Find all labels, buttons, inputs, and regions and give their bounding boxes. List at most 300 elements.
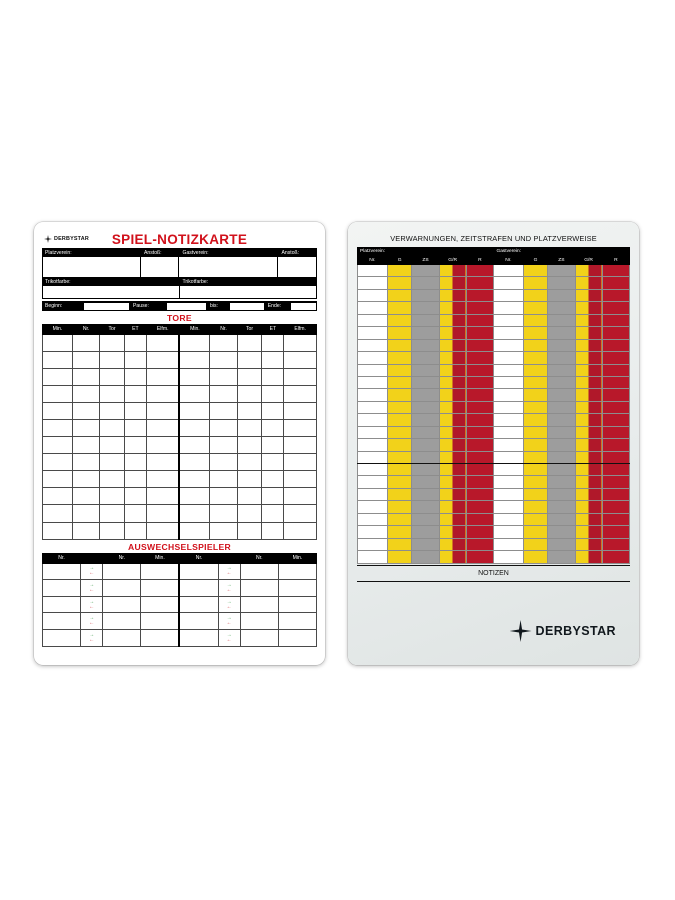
cards-cell[interactable]: [466, 538, 493, 550]
cards-cell[interactable]: [387, 352, 412, 364]
cards-cell[interactable]: [548, 289, 575, 301]
cards-cell[interactable]: [358, 339, 388, 351]
cards-cell[interactable]: [575, 451, 602, 463]
sub-arrows-cell[interactable]: [218, 613, 240, 630]
cards-cell[interactable]: [575, 538, 602, 550]
cards-cell[interactable]: [358, 501, 388, 513]
goals-cell[interactable]: [43, 488, 73, 505]
goals-cell[interactable]: [146, 334, 179, 351]
cards-cell[interactable]: [548, 364, 575, 376]
goals-cell[interactable]: [43, 454, 73, 471]
cards-cell[interactable]: [439, 389, 466, 401]
cards-cell[interactable]: [523, 302, 548, 314]
goals-cell[interactable]: [179, 488, 209, 505]
goals-cell[interactable]: [100, 522, 125, 539]
cards-cell[interactable]: [466, 364, 493, 376]
ende-field[interactable]: [290, 302, 318, 311]
goals-cell[interactable]: [284, 471, 317, 488]
cards-cell[interactable]: [412, 538, 439, 550]
cards-cell[interactable]: [548, 414, 575, 426]
subs-cell[interactable]: [43, 613, 81, 630]
cards-cell[interactable]: [548, 265, 575, 277]
goals-cell[interactable]: [179, 522, 209, 539]
cards-cell[interactable]: [602, 352, 629, 364]
cards-cell[interactable]: [387, 414, 412, 426]
goals-cell[interactable]: [100, 334, 125, 351]
goals-cell[interactable]: [179, 505, 209, 522]
cards-cell[interactable]: [387, 501, 412, 513]
cards-cell[interactable]: [387, 538, 412, 550]
goals-cell[interactable]: [210, 454, 237, 471]
cards-cell[interactable]: [523, 439, 548, 451]
cards-cell[interactable]: [493, 464, 523, 476]
cards-cell[interactable]: [575, 352, 602, 364]
goals-cell[interactable]: [124, 505, 146, 522]
goals-cell[interactable]: [146, 454, 179, 471]
cards-cell[interactable]: [575, 277, 602, 289]
cards-cell[interactable]: [412, 414, 439, 426]
sub-arrows-cell[interactable]: [81, 596, 103, 613]
cards-cell[interactable]: [493, 501, 523, 513]
cards-cell[interactable]: [602, 289, 629, 301]
pause-field[interactable]: [166, 302, 207, 311]
cards-cell[interactable]: [387, 289, 412, 301]
goals-cell[interactable]: [237, 334, 262, 351]
goals-cell[interactable]: [146, 351, 179, 368]
cards-cell[interactable]: [523, 352, 548, 364]
subs-cell[interactable]: [179, 613, 218, 630]
cards-cell[interactable]: [602, 302, 629, 314]
cards-cell[interactable]: [548, 513, 575, 525]
goals-cell[interactable]: [284, 351, 317, 368]
cards-cell[interactable]: [575, 339, 602, 351]
cards-cell[interactable]: [493, 352, 523, 364]
cards-cell[interactable]: [575, 327, 602, 339]
subs-cell[interactable]: [43, 563, 81, 580]
cards-cell[interactable]: [575, 289, 602, 301]
cards-cell[interactable]: [548, 551, 575, 563]
cards-cell[interactable]: [575, 439, 602, 451]
cards-cell[interactable]: [387, 401, 412, 413]
goals-cell[interactable]: [284, 454, 317, 471]
cards-cell[interactable]: [358, 352, 388, 364]
bis-field[interactable]: [229, 302, 265, 311]
cards-cell[interactable]: [493, 439, 523, 451]
goals-cell[interactable]: [210, 402, 237, 419]
cards-cell[interactable]: [466, 513, 493, 525]
cards-cell[interactable]: [358, 439, 388, 451]
cards-cell[interactable]: [466, 476, 493, 488]
cards-cell[interactable]: [439, 352, 466, 364]
cards-cell[interactable]: [493, 426, 523, 438]
cards-cell[interactable]: [523, 265, 548, 277]
cards-cell[interactable]: [523, 314, 548, 326]
goals-cell[interactable]: [210, 351, 237, 368]
goals-cell[interactable]: [43, 471, 73, 488]
cards-cell[interactable]: [602, 501, 629, 513]
away-club-field[interactable]: [179, 257, 277, 277]
goals-cell[interactable]: [210, 471, 237, 488]
goals-cell[interactable]: [237, 437, 262, 454]
cards-cell[interactable]: [358, 314, 388, 326]
cards-cell[interactable]: [602, 314, 629, 326]
goals-cell[interactable]: [179, 385, 209, 402]
sub-arrows-cell[interactable]: [81, 613, 103, 630]
goals-cell[interactable]: [237, 471, 262, 488]
goals-cell[interactable]: [43, 505, 73, 522]
cards-cell[interactable]: [493, 488, 523, 500]
cards-cell[interactable]: [412, 551, 439, 563]
cards-cell[interactable]: [439, 265, 466, 277]
sub-arrows-cell[interactable]: [81, 563, 103, 580]
cards-cell[interactable]: [548, 488, 575, 500]
cards-cell[interactable]: [439, 277, 466, 289]
cards-cell[interactable]: [439, 364, 466, 376]
goals-cell[interactable]: [124, 437, 146, 454]
goals-cell[interactable]: [124, 488, 146, 505]
goals-cell[interactable]: [72, 368, 99, 385]
cards-cell[interactable]: [493, 327, 523, 339]
cards-cell[interactable]: [358, 302, 388, 314]
goals-cell[interactable]: [146, 419, 179, 436]
cards-cell[interactable]: [548, 277, 575, 289]
goals-cell[interactable]: [72, 454, 99, 471]
cards-cell[interactable]: [493, 339, 523, 351]
cards-cell[interactable]: [412, 364, 439, 376]
home-jersey-field[interactable]: [43, 286, 180, 298]
cards-cell[interactable]: [466, 401, 493, 413]
cards-cell[interactable]: [493, 401, 523, 413]
cards-cell[interactable]: [575, 501, 602, 513]
goals-cell[interactable]: [43, 402, 73, 419]
goals-cell[interactable]: [100, 471, 125, 488]
goals-cell[interactable]: [100, 385, 125, 402]
goals-cell[interactable]: [210, 385, 237, 402]
cards-cell[interactable]: [493, 538, 523, 550]
goals-cell[interactable]: [237, 522, 262, 539]
cards-cell[interactable]: [493, 364, 523, 376]
home-kickoff-field[interactable]: [141, 257, 179, 277]
subs-cell[interactable]: [278, 630, 316, 647]
cards-cell[interactable]: [439, 426, 466, 438]
cards-cell[interactable]: [548, 339, 575, 351]
away-jersey-field[interactable]: [180, 286, 317, 298]
goals-cell[interactable]: [124, 454, 146, 471]
goals-cell[interactable]: [262, 368, 284, 385]
cards-cell[interactable]: [439, 327, 466, 339]
goals-cell[interactable]: [124, 402, 146, 419]
cards-cell[interactable]: [575, 302, 602, 314]
cards-cell[interactable]: [523, 501, 548, 513]
goals-cell[interactable]: [237, 402, 262, 419]
cards-cell[interactable]: [387, 551, 412, 563]
cards-cell[interactable]: [493, 277, 523, 289]
cards-cell[interactable]: [412, 314, 439, 326]
cards-cell[interactable]: [439, 501, 466, 513]
cards-cell[interactable]: [412, 426, 439, 438]
goals-cell[interactable]: [210, 334, 237, 351]
cards-cell[interactable]: [358, 364, 388, 376]
goals-cell[interactable]: [72, 437, 99, 454]
cards-cell[interactable]: [412, 476, 439, 488]
cards-cell[interactable]: [466, 376, 493, 388]
cards-cell[interactable]: [358, 401, 388, 413]
cards-cell[interactable]: [493, 265, 523, 277]
sub-arrows-cell[interactable]: [218, 596, 240, 613]
cards-cell[interactable]: [548, 476, 575, 488]
cards-cell[interactable]: [575, 265, 602, 277]
cards-cell[interactable]: [523, 538, 548, 550]
cards-cell[interactable]: [602, 451, 629, 463]
goals-cell[interactable]: [262, 522, 284, 539]
cards-cell[interactable]: [575, 376, 602, 388]
cards-cell[interactable]: [466, 414, 493, 426]
cards-cell[interactable]: [358, 451, 388, 463]
cards-cell[interactable]: [439, 464, 466, 476]
cards-cell[interactable]: [523, 488, 548, 500]
goals-cell[interactable]: [262, 351, 284, 368]
goals-cell[interactable]: [100, 437, 125, 454]
subs-cell[interactable]: [141, 563, 180, 580]
cards-cell[interactable]: [523, 426, 548, 438]
goals-cell[interactable]: [179, 471, 209, 488]
subs-cell[interactable]: [240, 563, 278, 580]
subs-cell[interactable]: [103, 563, 141, 580]
cards-cell[interactable]: [523, 364, 548, 376]
cards-cell[interactable]: [358, 414, 388, 426]
cards-cell[interactable]: [523, 513, 548, 525]
sub-arrows-cell[interactable]: [218, 630, 240, 647]
goals-cell[interactable]: [100, 402, 125, 419]
cards-cell[interactable]: [602, 551, 629, 563]
cards-cell[interactable]: [602, 464, 629, 476]
cards-cell[interactable]: [548, 314, 575, 326]
subs-cell[interactable]: [179, 596, 218, 613]
cards-cell[interactable]: [412, 389, 439, 401]
cards-cell[interactable]: [602, 488, 629, 500]
subs-cell[interactable]: [141, 580, 180, 597]
goals-cell[interactable]: [72, 522, 99, 539]
cards-cell[interactable]: [387, 464, 412, 476]
cards-cell[interactable]: [466, 289, 493, 301]
cards-cell[interactable]: [387, 376, 412, 388]
cards-cell[interactable]: [358, 289, 388, 301]
cards-cell[interactable]: [466, 551, 493, 563]
goals-cell[interactable]: [100, 419, 125, 436]
cards-cell[interactable]: [412, 401, 439, 413]
cards-cell[interactable]: [523, 277, 548, 289]
goals-cell[interactable]: [179, 402, 209, 419]
cards-cell[interactable]: [602, 265, 629, 277]
cards-cell[interactable]: [575, 464, 602, 476]
goals-cell[interactable]: [179, 437, 209, 454]
cards-cell[interactable]: [602, 401, 629, 413]
subs-cell[interactable]: [141, 613, 180, 630]
subs-cell[interactable]: [240, 596, 278, 613]
cards-cell[interactable]: [387, 302, 412, 314]
goals-cell[interactable]: [43, 522, 73, 539]
cards-cell[interactable]: [575, 526, 602, 538]
cards-cell[interactable]: [439, 513, 466, 525]
cards-cell[interactable]: [412, 451, 439, 463]
cards-cell[interactable]: [412, 376, 439, 388]
goals-cell[interactable]: [72, 385, 99, 402]
cards-cell[interactable]: [466, 265, 493, 277]
goals-cell[interactable]: [72, 505, 99, 522]
sub-arrows-cell[interactable]: [218, 580, 240, 597]
cards-cell[interactable]: [439, 551, 466, 563]
cards-cell[interactable]: [602, 526, 629, 538]
goals-cell[interactable]: [146, 437, 179, 454]
cards-cell[interactable]: [548, 451, 575, 463]
cards-cell[interactable]: [548, 302, 575, 314]
cards-cell[interactable]: [602, 364, 629, 376]
cards-cell[interactable]: [493, 289, 523, 301]
goals-cell[interactable]: [43, 419, 73, 436]
cards-cell[interactable]: [523, 327, 548, 339]
goals-cell[interactable]: [43, 385, 73, 402]
cards-cell[interactable]: [548, 389, 575, 401]
cards-cell[interactable]: [358, 526, 388, 538]
cards-cell[interactable]: [493, 302, 523, 314]
subs-cell[interactable]: [43, 630, 81, 647]
cards-cell[interactable]: [412, 302, 439, 314]
away-kickoff-field[interactable]: [278, 257, 316, 277]
goals-cell[interactable]: [100, 488, 125, 505]
goals-cell[interactable]: [43, 437, 73, 454]
cards-cell[interactable]: [439, 314, 466, 326]
cards-cell[interactable]: [412, 439, 439, 451]
cards-cell[interactable]: [523, 526, 548, 538]
cards-cell[interactable]: [466, 327, 493, 339]
cards-cell[interactable]: [548, 401, 575, 413]
cards-cell[interactable]: [575, 513, 602, 525]
cards-cell[interactable]: [466, 352, 493, 364]
cards-cell[interactable]: [602, 277, 629, 289]
cards-cell[interactable]: [575, 488, 602, 500]
cards-cell[interactable]: [575, 364, 602, 376]
subs-cell[interactable]: [240, 613, 278, 630]
subs-cell[interactable]: [103, 613, 141, 630]
goals-cell[interactable]: [124, 385, 146, 402]
cards-cell[interactable]: [493, 414, 523, 426]
cards-cell[interactable]: [439, 339, 466, 351]
goals-cell[interactable]: [146, 402, 179, 419]
goals-cell[interactable]: [100, 505, 125, 522]
cards-cell[interactable]: [548, 538, 575, 550]
goals-cell[interactable]: [262, 385, 284, 402]
cards-cell[interactable]: [358, 327, 388, 339]
cards-cell[interactable]: [358, 538, 388, 550]
cards-cell[interactable]: [387, 364, 412, 376]
goals-cell[interactable]: [210, 419, 237, 436]
goals-cell[interactable]: [237, 385, 262, 402]
cards-cell[interactable]: [358, 476, 388, 488]
goals-cell[interactable]: [210, 368, 237, 385]
goals-cell[interactable]: [179, 334, 209, 351]
cards-cell[interactable]: [387, 526, 412, 538]
cards-cell[interactable]: [387, 426, 412, 438]
goals-cell[interactable]: [100, 351, 125, 368]
cards-cell[interactable]: [493, 551, 523, 563]
cards-cell[interactable]: [439, 439, 466, 451]
cards-cell[interactable]: [523, 376, 548, 388]
cards-cell[interactable]: [602, 439, 629, 451]
cards-cell[interactable]: [493, 526, 523, 538]
cards-cell[interactable]: [548, 327, 575, 339]
cards-cell[interactable]: [548, 352, 575, 364]
cards-cell[interactable]: [548, 464, 575, 476]
goals-cell[interactable]: [262, 334, 284, 351]
cards-cell[interactable]: [523, 464, 548, 476]
subs-cell[interactable]: [179, 580, 218, 597]
cards-cell[interactable]: [548, 439, 575, 451]
cards-cell[interactable]: [358, 265, 388, 277]
goals-cell[interactable]: [146, 368, 179, 385]
subs-cell[interactable]: [179, 563, 218, 580]
cards-cell[interactable]: [523, 451, 548, 463]
cards-cell[interactable]: [523, 389, 548, 401]
cards-cell[interactable]: [358, 551, 388, 563]
cards-cell[interactable]: [387, 451, 412, 463]
cards-cell[interactable]: [387, 439, 412, 451]
goals-cell[interactable]: [262, 402, 284, 419]
goals-cell[interactable]: [43, 334, 73, 351]
cards-cell[interactable]: [387, 327, 412, 339]
cards-cell[interactable]: [466, 314, 493, 326]
cards-cell[interactable]: [439, 289, 466, 301]
goals-cell[interactable]: [262, 419, 284, 436]
cards-cell[interactable]: [575, 551, 602, 563]
cards-cell[interactable]: [493, 376, 523, 388]
goals-cell[interactable]: [237, 351, 262, 368]
cards-cell[interactable]: [412, 289, 439, 301]
subs-cell[interactable]: [240, 580, 278, 597]
cards-cell[interactable]: [358, 488, 388, 500]
cards-cell[interactable]: [387, 265, 412, 277]
cards-cell[interactable]: [412, 501, 439, 513]
goals-cell[interactable]: [284, 402, 317, 419]
home-club-field[interactable]: [43, 257, 141, 277]
goals-cell[interactable]: [210, 488, 237, 505]
cards-cell[interactable]: [358, 376, 388, 388]
sub-arrows-cell[interactable]: [81, 630, 103, 647]
cards-cell[interactable]: [523, 414, 548, 426]
cards-cell[interactable]: [493, 476, 523, 488]
goals-cell[interactable]: [237, 368, 262, 385]
goals-cell[interactable]: [284, 505, 317, 522]
goals-cell[interactable]: [43, 368, 73, 385]
cards-cell[interactable]: [387, 513, 412, 525]
cards-cell[interactable]: [493, 314, 523, 326]
goals-cell[interactable]: [262, 454, 284, 471]
goals-cell[interactable]: [284, 522, 317, 539]
goals-cell[interactable]: [100, 368, 125, 385]
begin-field[interactable]: [83, 302, 130, 311]
goals-cell[interactable]: [72, 471, 99, 488]
cards-cell[interactable]: [387, 488, 412, 500]
cards-cell[interactable]: [387, 389, 412, 401]
cards-cell[interactable]: [523, 551, 548, 563]
subs-cell[interactable]: [179, 630, 218, 647]
cards-cell[interactable]: [548, 376, 575, 388]
cards-cell[interactable]: [602, 376, 629, 388]
cards-cell[interactable]: [602, 476, 629, 488]
cards-cell[interactable]: [466, 526, 493, 538]
subs-cell[interactable]: [43, 580, 81, 597]
cards-cell[interactable]: [412, 277, 439, 289]
goals-cell[interactable]: [146, 471, 179, 488]
